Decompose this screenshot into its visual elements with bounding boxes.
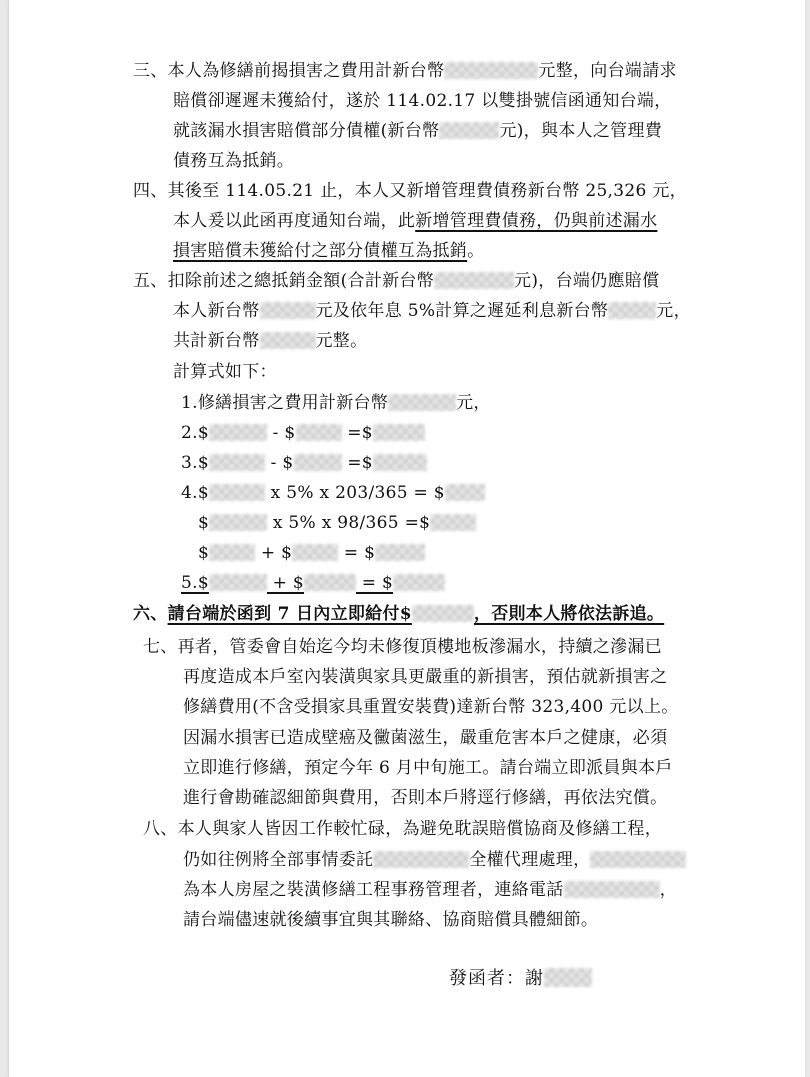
calc-line-3: [181, 452, 427, 474]
text: ，: [659, 880, 677, 900]
redacted-amount: [209, 484, 265, 501]
section-3-line-2: 賠償卻遲遲未獲給付，遂於 114.02.17 以雙掛號信函通知台端，: [173, 91, 672, 111]
section-5-line-2: [173, 300, 691, 322]
text: x 5% x 203/365 = $: [264, 483, 445, 503]
underlined-text: 請台端於函到 7 日內立即給付$: [167, 604, 412, 624]
text: x 5% x 98/365 =$: [267, 513, 431, 533]
calc-line-2: [181, 422, 425, 444]
text: =$: [341, 453, 373, 473]
section-5-line-1: [133, 270, 659, 292]
text: $: [198, 543, 210, 563]
text: 本人爰以此函再度通知台端，此: [173, 211, 416, 231]
calc-title: 計算式如下：: [173, 362, 277, 382]
redacted-amount: [445, 484, 485, 501]
text: 元，: [656, 301, 691, 321]
redacted-amount: [375, 544, 425, 561]
text: $: [198, 513, 210, 533]
redacted-amount: [209, 424, 267, 441]
text: 就該漏水損害賠償部分債權(新台幣: [173, 121, 440, 141]
signature-label: 發函者：謝: [449, 968, 544, 989]
text: 元)，與本人之管理費: [499, 121, 663, 141]
redacted-amount: [209, 574, 267, 591]
text: 六、: [133, 604, 168, 624]
text: - $: [264, 453, 294, 473]
calc-line-4b: [198, 512, 476, 534]
text: 本人新台幣: [173, 301, 260, 321]
section-4-line-2: [173, 210, 657, 232]
redacted-phone: [564, 881, 660, 898]
text: 1.修繕損害之費用計新台幣: [181, 393, 389, 413]
text: = $: [338, 543, 376, 563]
text: 為本人房屋之裝潢修繕工程事務管理者，連絡電話: [183, 880, 564, 900]
redacted-amount: [209, 544, 255, 561]
redacted-amount: [292, 544, 338, 561]
text: 共計新台幣: [173, 331, 260, 351]
text: 全權代理處理，: [469, 850, 591, 870]
section-3-line-3: [173, 120, 662, 142]
redacted-amount: [439, 122, 499, 139]
redacted-amount: [608, 302, 656, 319]
signature: [449, 968, 592, 990]
text: - $: [266, 423, 296, 443]
text: =$: [341, 423, 373, 443]
text: 五、扣除前述之總抵銷金額(合計新台幣: [133, 271, 435, 291]
section-8-line-3: [183, 879, 677, 901]
redacted-amount: [373, 454, 427, 471]
section-4-line-1: 四、其後至 114.05.21 止，本人又新增管理費債務新台幣 25,326 元，: [133, 181, 687, 201]
letter-page: [8, 0, 805, 1077]
redacted-amount: [296, 424, 342, 441]
text: 仍如往例將全部事情委託: [183, 850, 374, 870]
text: 元整。: [315, 331, 368, 351]
text: = $: [356, 573, 394, 593]
section-8-line-2: [183, 849, 686, 871]
section-3-line-1: [133, 60, 677, 82]
text: 4.$: [181, 483, 209, 503]
redacted-amount: [444, 62, 538, 79]
redacted-name: [373, 851, 469, 868]
redacted-name: [544, 968, 592, 987]
redacted-amount: [373, 424, 425, 441]
underlined-text: ，否則本人將依法訴追。: [473, 604, 665, 624]
text: + $: [255, 543, 293, 563]
text: 元，: [456, 393, 491, 413]
calc-line-1: [181, 392, 491, 414]
section-3-line-4: 債務互為抵銷。: [173, 151, 295, 171]
redacted-amount: [209, 454, 265, 471]
underlined-text: 新增管理費債務，仍與前述漏水: [415, 211, 658, 231]
redacted-amount: [260, 332, 316, 349]
section-7-line-1: 七、再者，管委會自始迄今均未修復頂樓地板滲漏水，持續之滲漏已: [143, 637, 662, 657]
text: 3.$: [181, 453, 209, 473]
section-4-line-3: [173, 240, 484, 262]
redacted-amount: [209, 514, 267, 531]
underlined-text: 損害賠償未獲給付之部分債權互為抵銷: [173, 241, 468, 261]
text: 三、本人為修繕前揭損害之費用計新台幣: [133, 61, 445, 81]
text: 。: [467, 241, 485, 261]
redacted-amount: [294, 454, 342, 471]
section-8-line-4: 請台端儘速就後續事宜與其聯絡、協商賠償具體細節。: [183, 910, 599, 930]
redacted-amount: [430, 514, 476, 531]
section-6: [133, 603, 664, 625]
redacted-amount: [388, 394, 456, 411]
section-7-line-6: 進行會勘確認細節與費用，否則本戶將逕行修繕，再依法究償。: [183, 788, 668, 808]
text: 2.$: [181, 423, 209, 443]
text: 元整，向台端請求: [538, 61, 677, 81]
redacted-amount: [412, 605, 474, 622]
section-7-line-3: 修繕費用(不含受損家具重置安裝費)達新台幣 323,400 元以上。: [183, 697, 679, 717]
calc-line-4c: [198, 542, 425, 564]
redacted-amount: [434, 272, 514, 289]
section-7-line-2: 再度造成本戶室內裝潢與家具更嚴重的新損害，預估就新損害之: [183, 667, 668, 687]
text: 5.$: [181, 573, 209, 593]
redacted-name: [590, 851, 686, 868]
text: 元及依年息 5%計算之遲延利息新台幣: [315, 301, 609, 321]
text: 元)，台端仍應賠償: [514, 271, 660, 291]
calc-line-5: [181, 572, 445, 594]
section-5-line-3: [173, 330, 367, 352]
redacted-amount: [260, 302, 316, 319]
redacted-amount: [304, 574, 356, 591]
redacted-amount: [393, 574, 445, 591]
section-8-line-1: 八、本人與家人皆因工作較忙碌，為避免耽誤賠償協商及修繕工程，: [143, 819, 662, 839]
section-7-line-4: 因漏水損害已造成壁癌及黴菌滋生，嚴重危害本戶之健康，必須: [183, 728, 668, 748]
calc-line-4: [181, 482, 485, 504]
section-7-line-5: 立即進行修繕，預定今年 6 月中旬施工。請台端立即派員與本戶: [183, 758, 673, 778]
text: + $: [266, 573, 305, 593]
